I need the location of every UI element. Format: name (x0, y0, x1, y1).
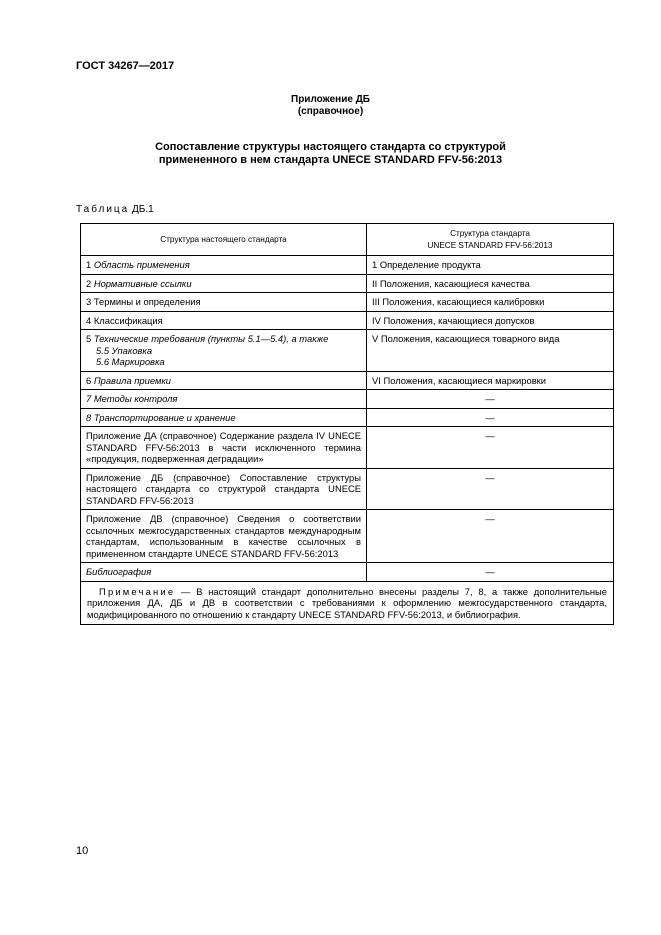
table-cell-right: VI Положения, касающиеся маркировки (367, 371, 614, 390)
table-row (81, 510, 614, 563)
table-cell-left (81, 408, 367, 427)
table-cell-right: — (367, 510, 614, 563)
note-text: — В настоящий стандарт дополнительно внесены разделы 7, 8, а также дополнительные приложения ДА, ДБ и ДВ в соответствии с требованиями к оформлению межгосударственного стандарта, модифицированного по отношению к стандарту UNECE STANDARD FFV-56:2013, и библиография. (87, 585, 607, 620)
table-cell-right: — (367, 408, 614, 427)
table-cell-right: — (367, 563, 614, 582)
table-note (81, 581, 614, 625)
table-cell-left (81, 371, 367, 390)
table-cell-left: Приложение ДА (справочное) Содержание раздела IV UNECE STANDARD FFV-56:2013 в части исключенного термина «продукция, подверженная деградации» (81, 427, 367, 469)
table-row (81, 274, 614, 293)
doc-title-line2: примененного в нем стандарта UNECE STANDARD FFV-56:2013 (158, 154, 503, 166)
section-title: Классификация (93, 314, 163, 326)
table-cell-left: Приложение ДБ (справочное) Сопоставление структуры настоящего стандарта со структурой стандарта UNECE STANDARD FFV-56:2013 (81, 468, 367, 510)
table-note-row (81, 581, 614, 625)
table-cell-right: 1 Определение продукта (367, 256, 614, 275)
table-cell-right: III Положения, касающиеся калибровки (367, 293, 614, 312)
table-cell-left (81, 256, 367, 275)
section-title: Нормативные ссылки (93, 277, 192, 289)
section-title: Транспортирование и хранение (93, 411, 236, 423)
header-cell-current-structure: Структура настоящего стандарта (81, 224, 367, 256)
standard-id: ГОСТ 34267—2017 (76, 60, 175, 72)
subsection-marking: 5.6 Маркировка (96, 356, 165, 367)
table-cell-left (81, 311, 367, 330)
table-cell-left (81, 274, 367, 293)
table-label (76, 204, 154, 215)
section-title: Область применения (93, 259, 190, 270)
table-label-number: ДБ.1 (132, 204, 154, 215)
section-number: 1 (86, 259, 92, 270)
header-cell-unece-line2: UNECE STANDARD FFV-56:2013 (427, 240, 553, 250)
section-title: Технические требования (пункты 5.1—5.4), а также (93, 333, 329, 344)
section-number: 4 (86, 314, 92, 326)
table-cell-right: IV Положения, качающиеся допусков (367, 311, 614, 330)
header-cell-unece-structure (367, 224, 614, 256)
table-row (81, 256, 614, 275)
structure-comparison-table (80, 223, 614, 625)
table-row (81, 408, 614, 427)
table-cell-right: — (367, 468, 614, 510)
table-cell-right: — (367, 427, 614, 469)
table-cell-left: Библиография (81, 563, 367, 582)
table-label-word: Таблица (76, 204, 130, 215)
table-cell-left (81, 390, 367, 409)
table-row (81, 390, 614, 409)
table-row (81, 330, 614, 372)
annex-title: Приложение ДБ (291, 94, 370, 105)
table-row (81, 468, 614, 510)
section-number: 7 (86, 393, 92, 404)
table-cell-left (81, 293, 367, 312)
table-row (81, 427, 614, 469)
section-title: Правила приемки (93, 374, 172, 386)
table-cell-right: V Положения, касающиеся товарного вида (367, 330, 614, 372)
doc-title-line1: Сопоставление структуры настоящего стандарта со структурой (155, 141, 506, 153)
table-cell-right: II Положения, касающиеся качества (367, 274, 614, 293)
section-number: 5 (86, 333, 92, 344)
section-number: 2 (86, 277, 92, 289)
table-row (81, 563, 614, 582)
subsection-packaging: 5.5 Упаковка (96, 344, 153, 356)
table-row (81, 293, 614, 312)
section-title: Термины и определения (93, 296, 201, 307)
table-cell-left: Приложение ДВ (справочное) Сведения о соответствии ссылочных межгосударственных стандартов международным стандартам, использованным в качестве ссылочных в примененном стандарте UNECE STANDARD FFV-56:2013 (81, 510, 367, 563)
annex-subtitle: (справочное) (297, 106, 364, 117)
section-number: 8 (86, 411, 92, 423)
section-title: Методы контроля (93, 393, 178, 404)
section-number: 3 (86, 296, 92, 307)
table-cell-right: — (367, 390, 614, 409)
note-label: Примечание (99, 585, 176, 597)
table-cell-left (81, 330, 367, 372)
table-row (81, 311, 614, 330)
section-number: 6 (86, 374, 92, 386)
table-header-row (81, 224, 614, 256)
header-cell-unece-line1: Структура стандарта (450, 229, 530, 238)
table-row (81, 371, 614, 390)
page-number: 10 (76, 845, 89, 857)
